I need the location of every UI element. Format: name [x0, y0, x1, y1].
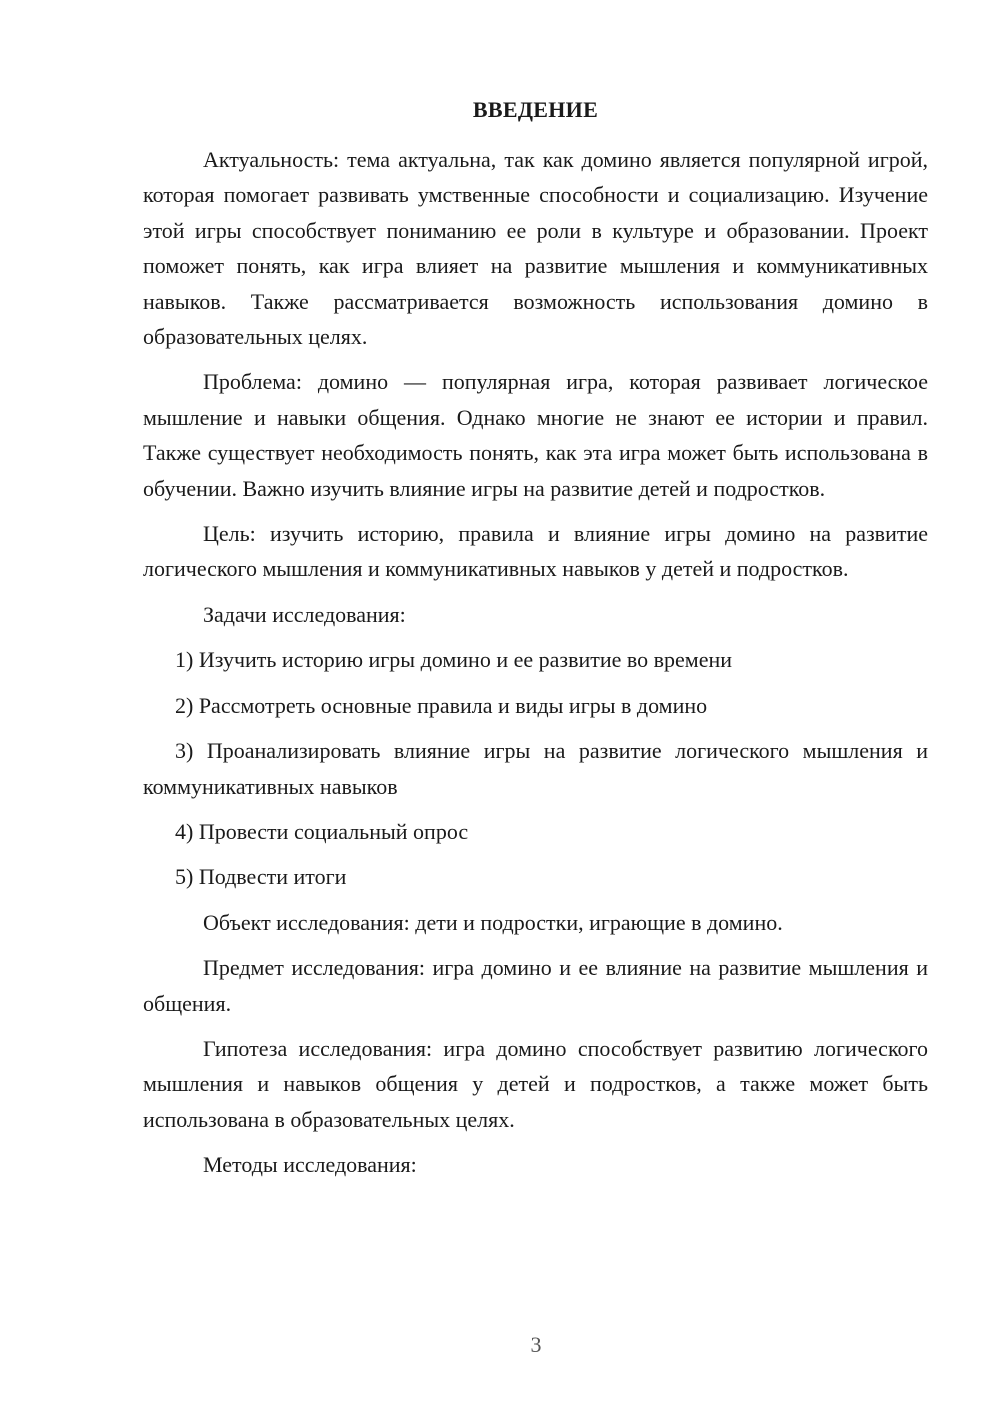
paragraph-goal: Цель: изучить историю, правила и влияние игры домино на развитие логического мышления и коммуникативных навыков у детей и подростков. [143, 521, 928, 582]
list-item: 3) Проанализировать влияние игры на развитие логического мышления и коммуникативных навыков [143, 738, 928, 799]
list-item: 5) Подвести итоги [175, 864, 347, 890]
list-item: 2) Рассмотреть основные правила и виды игры в домино [175, 692, 708, 718]
list-item: 1) Изучить историю игры домино и ее развитие во времени [175, 647, 733, 673]
paragraph-hypothesis: Гипотеза исследования: игра домино способствует развитию логического мышления и навыков общения у детей и подростков, а также может быть использована в образовательных целях. [143, 1035, 928, 1132]
page-number: 3 [530, 1332, 542, 1357]
paragraph-tasks-heading: Задачи исследования: [203, 601, 406, 627]
paragraph-problem: Проблема: домино — популярная игра, которая развивает логическое мышление и навыки общения. Однако многие не знают ее истории и правил. Также существует необходимость понять, как эта игра может быть использована в обучении. Важно изучить влияние игры на развитие детей и подростков. [143, 369, 928, 501]
paragraph-subject: Предмет исследования: игра домино и ее влияние на развитие мышления и общения. [143, 955, 928, 1016]
document-page [143, 92, 928, 1193]
list-item: 4) Провести социальный опрос [175, 818, 469, 844]
paragraph-relevance: Актуальность: тема актуальна, так как домино является популярной игрой, которая помогает развивать умственные способности и социализацию. Изучение этой игры способствует пониманию ее роли в культуре и образовании. Проект поможет понять, как игра влияет на развитие мышления и коммуникативных навыков. Также рассматривается возможность использования домино в образовательных целях. [143, 147, 928, 350]
page-title: ВВЕДЕНИЕ [472, 97, 599, 122]
paragraph-methods: Методы исследования: [203, 1152, 417, 1178]
paragraph-object: Объект исследования: дети и подростки, играющие в домино. [203, 909, 783, 935]
